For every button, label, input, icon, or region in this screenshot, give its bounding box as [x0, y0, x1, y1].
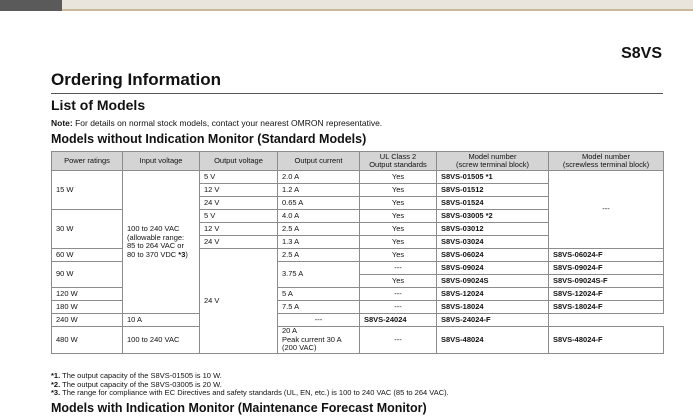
header-input: Input voltage: [123, 152, 200, 171]
ul-cell: ---: [278, 314, 360, 327]
power-cell: 240 W: [52, 314, 123, 327]
top-banner-rule: [62, 9, 693, 11]
screwless-model-cell: S8VS-12024-F: [549, 288, 664, 301]
ul-cell: ---: [360, 262, 437, 275]
output-voltage-cell: 5 V: [200, 210, 278, 223]
output-current-cell: [278, 327, 360, 354]
screw-model-cell: S8VS-01505 *1: [437, 171, 549, 184]
top-banner: [0, 0, 693, 11]
screw-model-cell: S8VS-09024S: [437, 275, 549, 288]
header-screwless: [549, 152, 664, 171]
input-voltage-cell-480: 100 to 240 VAC: [123, 327, 200, 354]
screwless-model-cell: S8VS-09024S-F: [549, 275, 664, 288]
output-current-cell: 3.75 A: [278, 262, 360, 288]
screw-model-cell: S8VS-01524: [437, 197, 549, 210]
power-cell: 120 W: [52, 288, 123, 301]
output-voltage-cell: 24 V: [200, 249, 278, 354]
table-row: [52, 171, 664, 184]
power-cell: 30 W: [52, 210, 123, 249]
header-screwless-line1: Model number: [582, 151, 630, 161]
footnote-mark: *3.: [51, 388, 61, 397]
power-cell: 15 W: [52, 171, 123, 210]
screw-model-cell: S8VS-06024: [437, 249, 549, 262]
product-code: S8VS: [621, 45, 662, 62]
input-line3: 85 to 264 VAC or: [127, 241, 184, 250]
note-label: Note:: [51, 118, 73, 128]
screw-model-cell: S8VS-03024: [437, 236, 549, 249]
footnote-mark: *2.: [51, 379, 61, 389]
header-screw-line2: (screw terminal block): [456, 160, 529, 169]
footnote-text: The range for compliance with EC Directives and safety standards (UL, EN, etc.) is 100 to 240 VAC (85 to 264 VAC).: [60, 388, 449, 397]
screwless-model-cell: S8VS-06024-F: [549, 249, 664, 262]
output-current-line2: Peak current 30 A: [282, 334, 342, 344]
screw-model-cell: S8VS-12024: [437, 288, 549, 301]
table-row: [52, 314, 664, 327]
output-current-cell: 7.5 A: [278, 301, 360, 314]
top-banner-block: [0, 0, 62, 11]
footnote-3: [51, 388, 449, 397]
ul-cell: Yes: [360, 236, 437, 249]
output-voltage-cell: 12 V: [200, 223, 278, 236]
screw-model-cell: S8VS-01512: [437, 184, 549, 197]
screw-model-cell: S8VS-03005 *2: [437, 210, 549, 223]
screwless-model-cell: S8VS-18024-F: [549, 301, 664, 314]
input-line2: (allowable range:: [127, 232, 185, 242]
ul-cell: Yes: [360, 210, 437, 223]
table-header-row: [52, 152, 664, 171]
header-screw: [437, 152, 549, 171]
output-current-cell: 2.0 A: [278, 171, 360, 184]
output-current-line3: (200 VAC): [282, 343, 317, 352]
header-output-voltage: Output voltage: [200, 152, 278, 171]
screwless-model-cell: S8VS-48024-F: [549, 327, 664, 354]
output-current-cell: 10 A: [123, 314, 200, 327]
header-ul: [360, 152, 437, 171]
header-screw-line1: Model number: [468, 151, 517, 161]
header-output-current: Output current: [278, 152, 360, 171]
power-cell: 480 W: [52, 327, 123, 354]
section-title: List of Models: [51, 97, 146, 113]
output-current-cell: 1.3 A: [278, 236, 360, 249]
output-voltage-cell: 24 V: [200, 236, 278, 249]
input-line4: 80 to 370 VDC: [127, 249, 179, 259]
ul-cell: Yes: [360, 223, 437, 236]
output-voltage-cell: 24 V: [200, 197, 278, 210]
header-power: Power ratings: [52, 152, 123, 171]
screwless-model-cell: ---: [549, 171, 664, 249]
output-current-cell: 1.2 A: [278, 184, 360, 197]
footnote-text: The output capacity of the S8VS-03005 is 20 W.: [60, 379, 222, 389]
screwless-model-cell: S8VS-09024-F: [549, 262, 664, 275]
ul-cell: Yes: [360, 184, 437, 197]
ul-cell: Yes: [360, 197, 437, 210]
ul-cell: ---: [360, 327, 437, 354]
note-text: For details on normal stock models, contact your nearest OMRON representative.: [72, 118, 383, 128]
ul-cell: Yes: [360, 249, 437, 262]
table-row: [52, 327, 664, 354]
output-current-cell: 0.65 A: [278, 197, 360, 210]
models-table: [51, 151, 664, 354]
output-current-cell: 4.0 A: [278, 210, 360, 223]
screw-model-cell: S8VS-24024: [360, 314, 437, 327]
output-current-cell: 5 A: [278, 288, 360, 301]
ul-cell: Yes: [360, 171, 437, 184]
input-footnote-mark: *3: [178, 249, 186, 259]
input-voltage-cell: [123, 171, 200, 314]
footnote-text: The output capacity of the S8VS-01505 is 10 W.: [60, 371, 222, 380]
power-cell: 60 W: [52, 249, 123, 262]
screw-model-cell: S8VS-03012: [437, 223, 549, 236]
screw-model-cell: S8VS-18024: [437, 301, 549, 314]
header-ul-line1: UL Class 2: [379, 151, 417, 161]
input-line4-close: ): [185, 249, 188, 259]
header-ul-line2: Output standards: [369, 160, 427, 169]
table-title: Models without Indication Monitor (Standard Models): [51, 132, 367, 146]
output-voltage-cell: 5 V: [200, 171, 278, 184]
power-cell: 90 W: [52, 262, 123, 288]
output-current-cell: 2.5 A: [278, 249, 360, 262]
output-current-line1: 20 A: [282, 326, 298, 335]
header-screwless-line2: (screwless terminal block): [562, 160, 650, 169]
screwless-model-cell: S8VS-24024-F: [437, 314, 549, 327]
output-voltage-cell: 12 V: [200, 184, 278, 197]
ul-cell: Yes: [360, 275, 437, 288]
stock-note: [51, 118, 382, 128]
footnote-mark: *1.: [51, 371, 61, 380]
power-cell: 180 W: [52, 301, 123, 314]
title-divider: [51, 93, 663, 94]
page-title: Ordering Information: [51, 70, 221, 89]
output-current-cell: 2.5 A: [278, 223, 360, 236]
ul-cell: ---: [360, 301, 437, 314]
screw-model-cell: S8VS-48024: [437, 327, 549, 354]
input-line1: 100 to 240 VAC: [127, 224, 180, 233]
next-section-title: Models with Indication Monitor (Maintenance Forecast Monitor): [51, 401, 427, 415]
ul-cell: ---: [360, 288, 437, 301]
screw-model-cell: S8VS-09024: [437, 262, 549, 275]
